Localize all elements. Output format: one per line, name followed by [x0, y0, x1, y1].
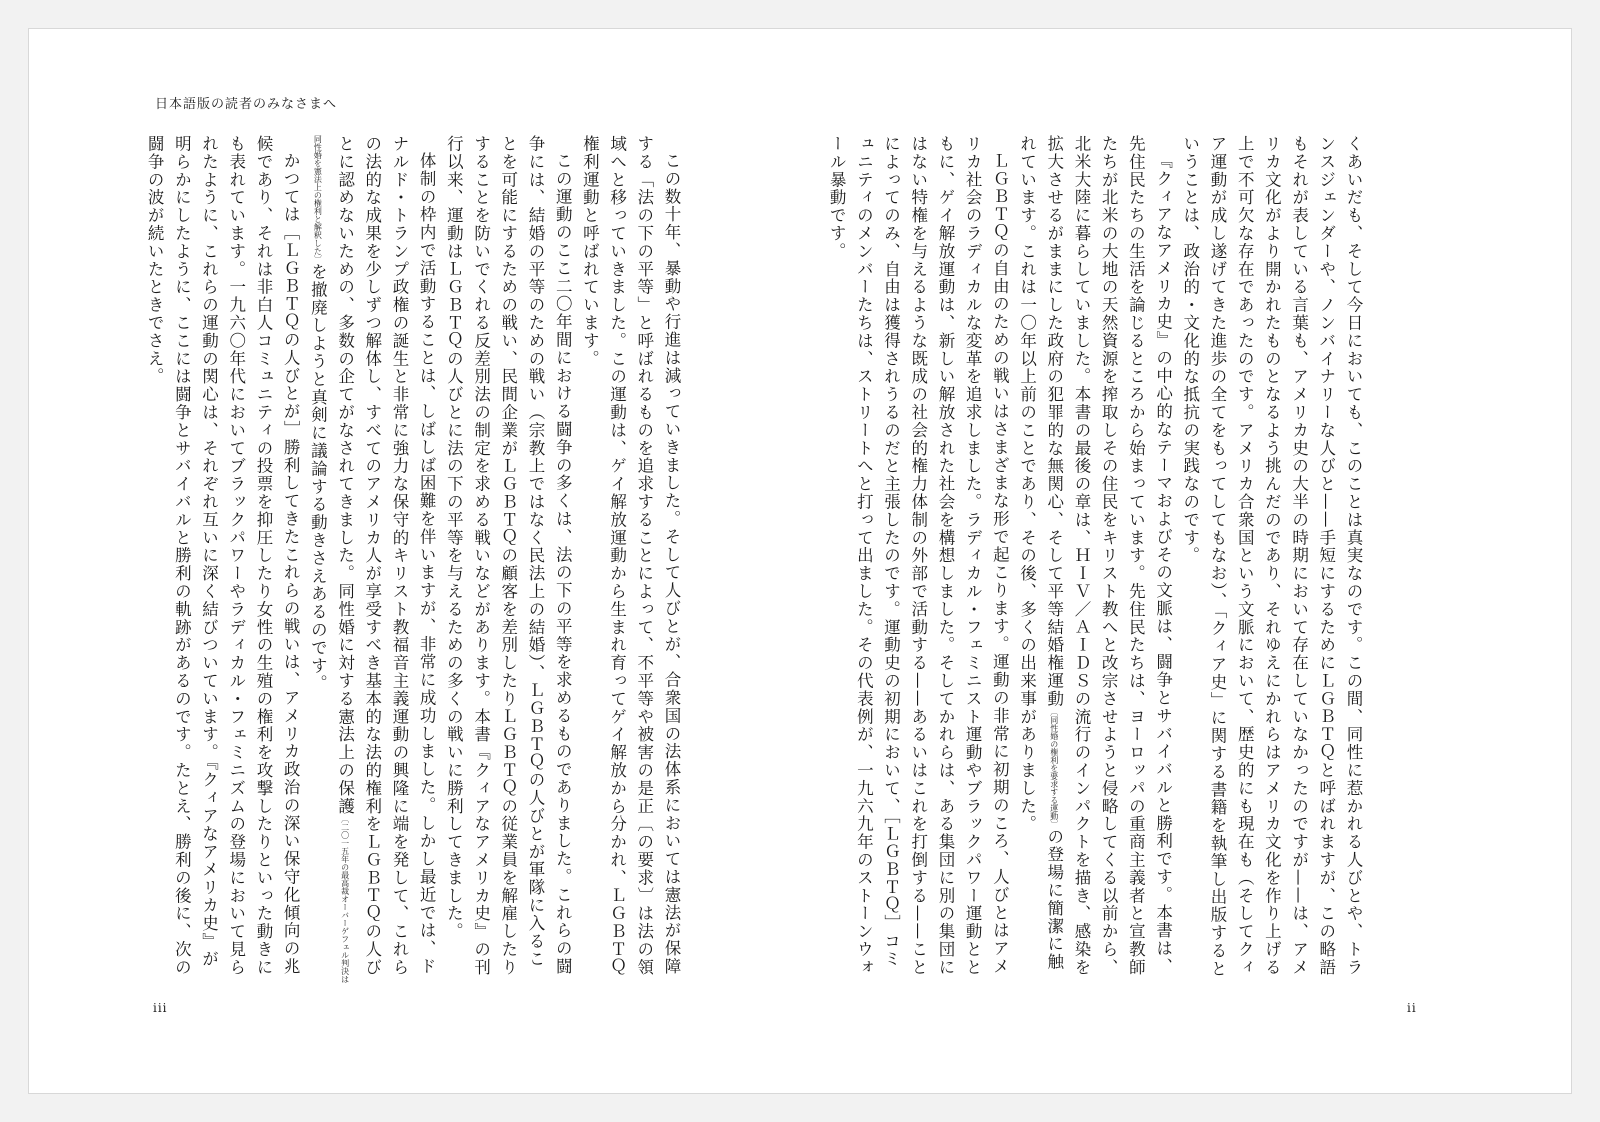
left-paragraph-3-text-b: を撤廃しようと真剣に議論する動きさえあるのです。 — [308, 263, 328, 693]
translator-note-marriage-equality: 〔同性婚の権利を要求する運動〕 — [1049, 707, 1059, 828]
left-paragraph-2: この運動のここ二〇年間における闘争の多くは、法の下の平等を求めるものでありました。これらの闘争には、結婚の平等のための戦い（宗教上ではなく民法上の結婚）、ＬＧＢＴＱの人びとが軍隊に入ることを可能にするための戦い、民間企業がＬＧＢＴＱの顧客を差別したりＬＧＢＴＱの従業員を解雇したりすることを防いでくれる反差別法の制定を求める戦いなどがあります。本書『クィアなアメリカ史』の刊行以来、運動はＬＧＢＴＱの人びとに法の下の平等を与えるための多くの戦いに勝利してきました。 — [444, 135, 573, 977]
running-head: 日本語版の読者のみなさまへ — [155, 97, 338, 112]
left-paragraph-4: かつては［ＬＧＢＴＱの人びとが］勝利してきたこれらの戦いは、アメリカ政治の深い保守化傾向の兆候であり、それは非白人コミュニティの投票を抑圧したり女性の生殖の権利を攻撃したりといった動きにも表れています。一九六〇年代においてブラックパワーやラディカル・フェミニズムの登場において見られたように、これらの運動の関心は、それぞれ互いに深く結びついています。『クィアなアメリカ史』が明らかにしたように、ここには闘争とサバイバルと勝利の軌跡があるのです。たとえ、勝利の後に、次の闘争の波が続いたときでさえ。 — [145, 135, 301, 977]
right-paragraph-2 — [1013, 135, 1176, 985]
right-paragraph-2-text-b: の登場に簡潔に触れています。これは一〇年以上前のことであり、その後、多くの出来事がありました。 — [1017, 135, 1064, 972]
right-page-body — [827, 135, 1367, 985]
left-paragraph-3 — [304, 135, 440, 985]
left-page-number: iii — [153, 1001, 168, 1015]
left-paragraph-3-text-a: 体制の枠内で活動することは、しばしば困難を伴いますが、非常に成功しました。しかし最近では、ドナルド・トランプ政権の誕生と非常に強力な保守的キリスト教福音主義運動の興隆に端を発して、これらの法的な成果を少しずつ解体し、すべてのアメリカ人が享受すべき基本的な法的権利をＬＧＢＴＱの人びとに認めないための、多数の企てがなされてきました。同性婚に対する憲法上の保護 — [335, 135, 437, 977]
left-page-body — [105, 135, 685, 985]
right-page-number: ii — [1407, 1001, 1417, 1015]
right-paragraph-3: ＬＧＢＴＱの自由のための戦いはさまざまな形で起こります。運動の非常に初期のころ、人びとはアメリカ社会のラディカルな変革を追求しました。ラディカル・フェミニスト運動やブラックパワー運動とともに、ゲイ解放運動は、新しい解放された社会を構想しました。そしてかれらは、ある集団に別の集団にはない特権を与えるような既成の社会的権力体制の外部で活動する——あるいはこれを打倒する——ことによってのみ、自由は獲得されうるのだと主張したのです。運動史の初期において、［ＬＧＢＴＱ］コミュニティのメンバーたちは、ストリートへと打って出ました。その代表例が、一九六九年のストーンウォール暴動です。 — [827, 135, 1010, 977]
right-paragraph-2-text-a: 『クィアなアメリカ史』の中心的なテーマおよびその文脈は、闘争とサバイバルと勝利です。本書は、先住民たちの生活を論じるところから始まっています。先住民たちは、ヨーロッパの重商主義者と宣教師たちが北米の大地の天然資源を搾取しその住民をキリスト教へと改宗させようと侵略してくる以前から、北米大陸に暮らしていました。本書の最後の章は、ＨＩＶ／ＡＩＤＳの流行のインパクトを描き、感染を拡大させるがままにした政府の犯罪的な無関心、そして平等結婚権運動 — [1044, 135, 1173, 977]
book-spread — [28, 28, 1572, 1094]
right-paragraph-1: くあいだも、そして今日においても、このことは真実なのです。この間、同性に惹かれる人びとや、トランスジェンダーや、ノンバイナリーな人びと——手短にするためにＬＧＢＴＱと呼ばれますが、この略語もそれが表している言葉も、アメリカ史の大半の時期において存在していなかったのですが——は、アメリカ文化がより開かれたものとなるよう挑んだのであり、それゆえにかれらはアメリカ文化を作り上げる上で不可欠な存在であったのです。アメリカ合衆国という文脈において、歴史的にも現在も（そしてクィア運動が成し遂げてきた進歩の全てをもってしてもなお）、「クィア史」に関する書籍を執筆し出版するということは、政治的・文化的な抵抗の実践なのです。 — [1180, 135, 1363, 978]
left-paragraph-1: この数十年、暴動や行進は減っていきました。そして人びとが、合衆国の法体系においては憲法が保障する「法の下の平等」と呼ばれるものを追求することによって、不平等や被害の是正〔の要求〕は法の領域へと移っていきました。この運動は、ゲイ解放運動から生まれ育ってゲイ解放から分かれ、ＬＧＢＴＱ権利運動と呼ばれています。 — [580, 135, 681, 977]
translator-note-obergefell: 〔二〇一五年の最高裁オーバーゲフェル判決は同性婚を憲法上の権利と解釈した〕 — [313, 135, 350, 984]
